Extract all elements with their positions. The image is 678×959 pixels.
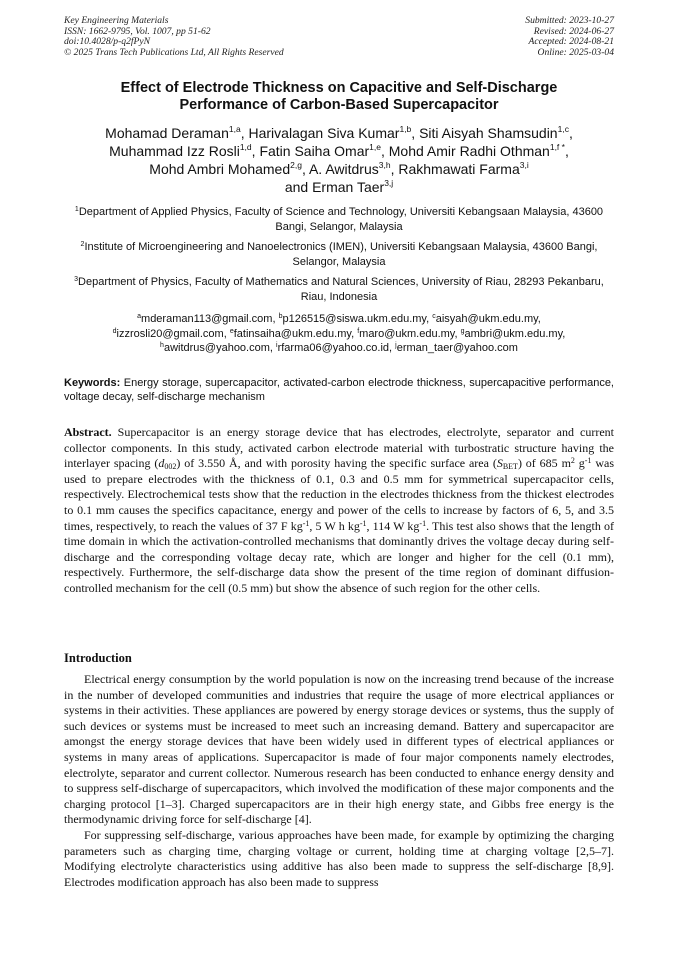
author-separator: , bbox=[380, 143, 389, 159]
email-mark: g bbox=[460, 327, 465, 335]
author-separator: , bbox=[301, 161, 309, 177]
journal-issn: ISSN: 1662-9795, Vol. 1007, pp 51-62 bbox=[64, 25, 211, 37]
author-affiliation-mark: 1,b bbox=[399, 124, 412, 134]
email-mark: c bbox=[432, 313, 436, 320]
title-line-1: Effect of Electrode Thickness on Capacitive and Self-Discharge bbox=[120, 80, 558, 96]
keywords-label: Keywords: bbox=[64, 377, 121, 389]
keywords-text: Energy storage, supercapacitor, activated-carbon electrode thickness, supercapacitive performance, voltage decay, self-discharge mechanism bbox=[64, 377, 614, 403]
author-name: Mohamad Deraman bbox=[105, 125, 229, 141]
author-list bbox=[58, 124, 620, 196]
math-superscript: 2 bbox=[570, 456, 575, 466]
email-address: fatinsaiha@ukm.edu.my bbox=[233, 327, 352, 340]
abstract-text: , 114 W kg bbox=[366, 518, 420, 533]
math-symbol: S bbox=[496, 456, 503, 471]
introduction-body bbox=[64, 672, 614, 890]
email-separator: , bbox=[269, 342, 277, 354]
author-name: Rakhmawati Farma bbox=[398, 161, 520, 177]
author-affiliation-mark: 1,e bbox=[369, 142, 381, 152]
abstract-block bbox=[64, 425, 614, 597]
math-symbol: d bbox=[158, 456, 165, 471]
accepted-date: Accepted: 2024-08-21 bbox=[528, 36, 614, 48]
email-mark: d bbox=[112, 327, 117, 335]
email-mark: h bbox=[160, 342, 164, 349]
affiliation-text: Department of Applied Physics, Faculty of Science and Technology, Universiti Kebangsaan Malaysia, 43600 Bangi, Selangor, Malaysia bbox=[78, 206, 604, 233]
author-separator: , bbox=[564, 143, 569, 159]
email-separator: , bbox=[454, 327, 461, 340]
author-separator: , bbox=[568, 125, 573, 141]
author-name: A. Awitdrus bbox=[308, 161, 379, 177]
author-affiliation-mark: 1,d bbox=[239, 142, 252, 152]
section-heading: Introduction bbox=[64, 651, 132, 665]
submission-dates bbox=[525, 16, 614, 58]
email-separator: , bbox=[272, 313, 279, 325]
author-affiliation-mark: 3,i bbox=[519, 160, 529, 170]
author-separator: , bbox=[251, 143, 260, 159]
affiliation bbox=[64, 240, 614, 269]
math-superscript: -1 bbox=[302, 518, 310, 528]
email-address: ambri@ukm.edu.my, bbox=[464, 327, 566, 340]
email-address: mderaman113@gmail.com bbox=[141, 313, 273, 325]
email-separator: , bbox=[351, 327, 358, 340]
paper-title bbox=[60, 80, 618, 114]
abstract-text: ) of 685 m bbox=[517, 456, 571, 471]
math-superscript: -1 bbox=[419, 518, 427, 528]
journal-info bbox=[64, 16, 284, 58]
affiliation-number: 3 bbox=[74, 276, 79, 283]
email-mark: a bbox=[137, 313, 142, 320]
affiliation-number: 1 bbox=[74, 206, 79, 213]
online-date: Online: 2025-03-04 bbox=[537, 46, 614, 58]
author-name: and Erman Taer bbox=[284, 179, 385, 195]
email-address: erman_taer@yahoo.com bbox=[396, 342, 518, 354]
author-name: Siti Aisyah Shamsudin bbox=[419, 125, 558, 141]
journal-copyright: © 2025 Trans Tech Publications Ltd, All Rights Reserved bbox=[64, 46, 284, 58]
author-name: Muhammad Izz Rosli bbox=[109, 143, 240, 159]
revised-date: Revised: 2024-06-27 bbox=[533, 25, 614, 37]
abstract-text: was used to prepare electrodes with the thickness of 0.1, 0.3 and 0.5 mm for symmetrical supercapacitor cells, respectively. Electrochemical tests show that the reduction in the electrodes thickness from the thickest electrodes to 0.1 mm causes the specifics capacitance, energy and power of the cells to increase by factors of 6, 5, and 3.5 times, respectively, to reach the values of 37 F kg bbox=[64, 456, 615, 533]
author-name: Harivalagan Siva Kumar bbox=[248, 125, 400, 141]
email-mark: e bbox=[229, 327, 234, 335]
abstract-text: . This test also shows that the length of time domain in which the activation-controlled mechanisms that dominantly drives the voltage decay during self-discharge and the corresponding voltage decay rate, which are longer and higher for the cell (0.1 mm), respectively. Furthermore, the self-discharge data show the present of the time region of dominant diffusion-controlled mechanism for the cell (0.5 mm) but show the absence of such region for the other cells. bbox=[64, 518, 614, 595]
submitted-date: Submitted: 2023-10-27 bbox=[525, 15, 614, 26]
title-line-2: Performance of Carbon-Based Supercapacitor bbox=[179, 97, 499, 113]
paragraph: Electrical energy consumption by the world population is now on the increasing trend because of the increase in the number of developed communities and industries that require the usage of more electrical appliances or systems in their activities. These appliances are powered by energy storage devices or systems, thus the supply of such devices or systems must be increased to meet such an increasing demand. Battery and supercapacitor are amongst the energy storage devices that have been widely used in different types of electrical appliances or systems in many areas of applications. Supercapacitor is made of four major components namely electrodes, electrolyte, separator and current collector. Numerous research has been conducted to enhance energy density and to suppress self-discharge of supercapacitors, which involved the modification of these major components and the charging protocol [1–3]. Charged supercapacitors are in their high energy state, and Gibbs free energy is the thermodynamic driving force for self-discharge [4]. bbox=[64, 672, 614, 827]
email-address: awitdrus@yahoo.com bbox=[163, 342, 270, 354]
affiliation-number: 2 bbox=[80, 241, 85, 248]
email-list bbox=[64, 312, 614, 356]
email-separator: , bbox=[389, 342, 396, 354]
email-address: maro@ukm.edu.my bbox=[359, 327, 455, 340]
email-mark: i bbox=[276, 342, 278, 349]
author-name: Mohd Amir Radhi Othman bbox=[388, 143, 550, 159]
email-mark: f bbox=[357, 327, 360, 335]
author-separator: , bbox=[411, 125, 420, 141]
email-address: rfarma06@yahoo.co.id bbox=[277, 342, 390, 354]
paragraph: For suppressing self-discharge, various approaches have been made, for example by optimizing the charging parameters such as charging time, charging voltage or current, holding time at charging voltage [2,5–7]. Modifying electrolyte characteristics using additive has also been made to suppress the self-discharge [8,9]. Electrodes modification approach has also been made to suppress bbox=[64, 827, 614, 889]
affiliation bbox=[64, 205, 614, 234]
abstract-text: , 5 W h kg bbox=[309, 518, 360, 533]
author-affiliation-mark: 1,a bbox=[228, 124, 241, 134]
author-affiliation-mark: 3,j bbox=[384, 178, 394, 188]
abstract-label: Abstract. bbox=[64, 425, 112, 439]
keywords-block bbox=[64, 376, 614, 404]
affiliation-text: Institute of Microengineering and Nanoelectronics (IMEN), Universiti Kebangsaan Malaysia, 43600 Bangi, Selangor, Malaysia bbox=[84, 241, 598, 268]
email-separator: , bbox=[223, 327, 230, 340]
author-name: Fatin Saiha Omar bbox=[259, 143, 370, 159]
email-mark: j bbox=[395, 342, 397, 349]
author-name: Mohd Ambri Mohamed bbox=[149, 161, 291, 177]
author-affiliation-mark: 1,c bbox=[557, 124, 569, 134]
affiliation-list bbox=[64, 205, 614, 310]
author-separator: , bbox=[240, 125, 249, 141]
journal-name: Key Engineering Materials bbox=[64, 15, 169, 26]
author-affiliation-mark: 1,f * bbox=[549, 142, 565, 152]
journal-doi: doi:10.4028/p-q2fPyN bbox=[64, 36, 151, 48]
abstract-text: g bbox=[574, 456, 585, 471]
math-superscript: -1 bbox=[584, 456, 592, 466]
affiliation bbox=[64, 275, 614, 304]
author-separator: , bbox=[390, 161, 399, 177]
email-address: aisyah@ukm.edu.my, bbox=[435, 313, 541, 325]
email-mark: b bbox=[278, 313, 283, 320]
email-separator: , bbox=[426, 313, 433, 325]
email-address: p126515@siswa.ukm.edu.my bbox=[282, 313, 427, 325]
author-affiliation-mark: 2,g bbox=[290, 160, 302, 170]
abstract-text: ) of 3.550 Å, and with porosity having the specific surface area ( bbox=[176, 456, 497, 471]
math-superscript: -1 bbox=[359, 518, 367, 528]
author-affiliation-mark: 3,h bbox=[378, 160, 391, 170]
math-subscript: BET bbox=[502, 462, 518, 472]
affiliation-text: Department of Physics, Faculty of Mathematics and Natural Sciences, University of Riau, 28293 Pekanbaru, Riau, Indonesia bbox=[78, 276, 604, 303]
abstract-text: Supercapacitor is an energy storage device that has electrodes, electrolyte, separator and current collector components. In this study, activated carbon electrode material with turbostratic structure having the interlayer spacing ( bbox=[64, 425, 614, 471]
math-subscript: 002 bbox=[164, 462, 177, 472]
email-address: izzrosli20@gmail.com bbox=[116, 327, 224, 340]
